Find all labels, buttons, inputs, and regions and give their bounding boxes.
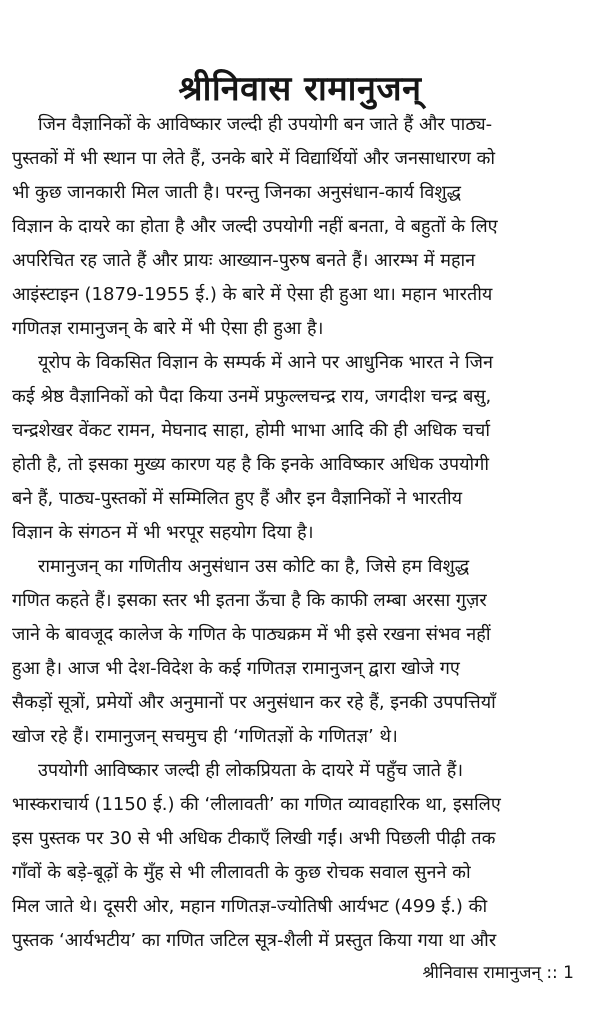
text-line: मिल जाते थे। दूसरी ओर, महान गणितज्ञ-ज्योतिषी आर्यभट (499 ई.) की (12, 896, 488, 917)
text-line: इस पुस्तक पर 30 से भी अधिक टीकाएँ लिखी गईं। अभी पिछली पीढ़ी तक (12, 828, 496, 849)
text-line: यूरोप के विकसित विज्ञान के सम्पर्क में आने पर आधुनिक भारत ने जिन (38, 352, 494, 373)
paragraph-2 (12, 346, 592, 550)
text-line: गणित कहते हैं। इसका स्तर भी इतना ऊँचा है कि काफी लम्बा अरसा गुज़र (12, 590, 487, 611)
text-line: गाँवों के बड़े-बूढ़ों के मुँह से भी लीलावती के कुछ रोचक सवाल सुनने को (12, 862, 471, 883)
text-line: सैकड़ों सूत्रों, प्रमेयों और अनुमानों पर अनुसंधान कर रहे हैं, इनकी उपपत्तियाँ (12, 692, 496, 713)
text-line: रामानुजन् का गणितीय अनुसंधान उस कोटि का है, जिसे हम विशुद्ध (38, 556, 470, 577)
text-line: बने हैं, पाठ्य-पुस्तकों में सम्मिलित हुए हैं और इन वैज्ञानिकों ने भारतीय (12, 488, 463, 509)
text-line: आइंस्टाइन (1879-1955 ई.) के बारे में ऐसा ही हुआ था। महान भारतीय (12, 284, 493, 305)
text-line: विज्ञान के संगठन में भी भरपूर सहयोग दिया है। (12, 522, 314, 543)
text-line: हुआ है। आज भी देश-विदेश के कई गणितज्ञ रामानुजन् द्वारा खोजे गए (12, 658, 460, 679)
text-line: जाने के बावजूद कालेज के गणित के पाठ्यक्रम में भी इसे रखना संभव नहीं (12, 624, 491, 645)
text-line: खोज रहे हैं। रामानुजन् सचमुच ही ‘गणितज्ञों के गणितज्ञ’ थे। (12, 726, 398, 747)
paragraph-4 (12, 754, 592, 958)
text-line: अपरिचित रह जाते हैं और प्रायः आख्यान-पुरुष बनते हैं। आरम्भ में महान (12, 250, 476, 271)
text-line: होती है, तो इसका मुख्य कारण यह है कि इनके आविष्कार अधिक उपयोगी (12, 454, 489, 475)
paragraph-1 (12, 108, 592, 346)
text-line: कई श्रेष्ठ वैज्ञानिकों को पैदा किया उनमें प्रफुल्लचन्द्र राय, जगदीश चन्द्र बसु, (12, 386, 492, 407)
body-text (12, 108, 592, 958)
text-line: भी कुछ जानकारी मिल जाती है। परन्तु जिनका अनुसंधान-कार्य विशुद्ध (12, 182, 461, 203)
text-line: विज्ञान के दायरे का होता है और जल्दी उपयोगी नहीं बनता, वे बहुतों के लिए (12, 216, 498, 237)
text-line: उपयोगी आविष्कार जल्दी ही लोकप्रियता के दायरे में पहुँच जाते हैं। (38, 760, 464, 781)
page-title: श्रीनिवास रामानुजन् (178, 68, 422, 109)
paragraph-3 (12, 550, 592, 754)
text-line: गणितज्ञ रामानुजन् के बारे में भी ऐसा ही हुआ है। (12, 318, 324, 339)
text-line: पुस्तकों में भी स्थान पा लेते हैं, उनके बारे में विद्यार्थियों और जनसाधारण को (12, 148, 496, 169)
text-line: जिन वैज्ञानिकों के आविष्कार जल्दी ही उपयोगी बन जाते हैं और पाठ्य- (38, 114, 493, 135)
page-footer: श्रीनिवास रामानुजन् :: 1 (422, 963, 574, 983)
text-line: भास्कराचार्य (1150 ई.) की ‘लीलावती’ का गणित व्यावहारिक था, इसलिए (12, 794, 501, 815)
text-line: चन्द्रशेखर वेंकट रामन, मेघनाद साहा, होमी भाभा आदि की ही अधिक चर्चा (12, 420, 491, 441)
text-line: पुस्तक ‘आर्यभटीय’ का गणित जटिल सूत्र-शैली में प्रस्तुत किया गया था और (12, 930, 497, 951)
